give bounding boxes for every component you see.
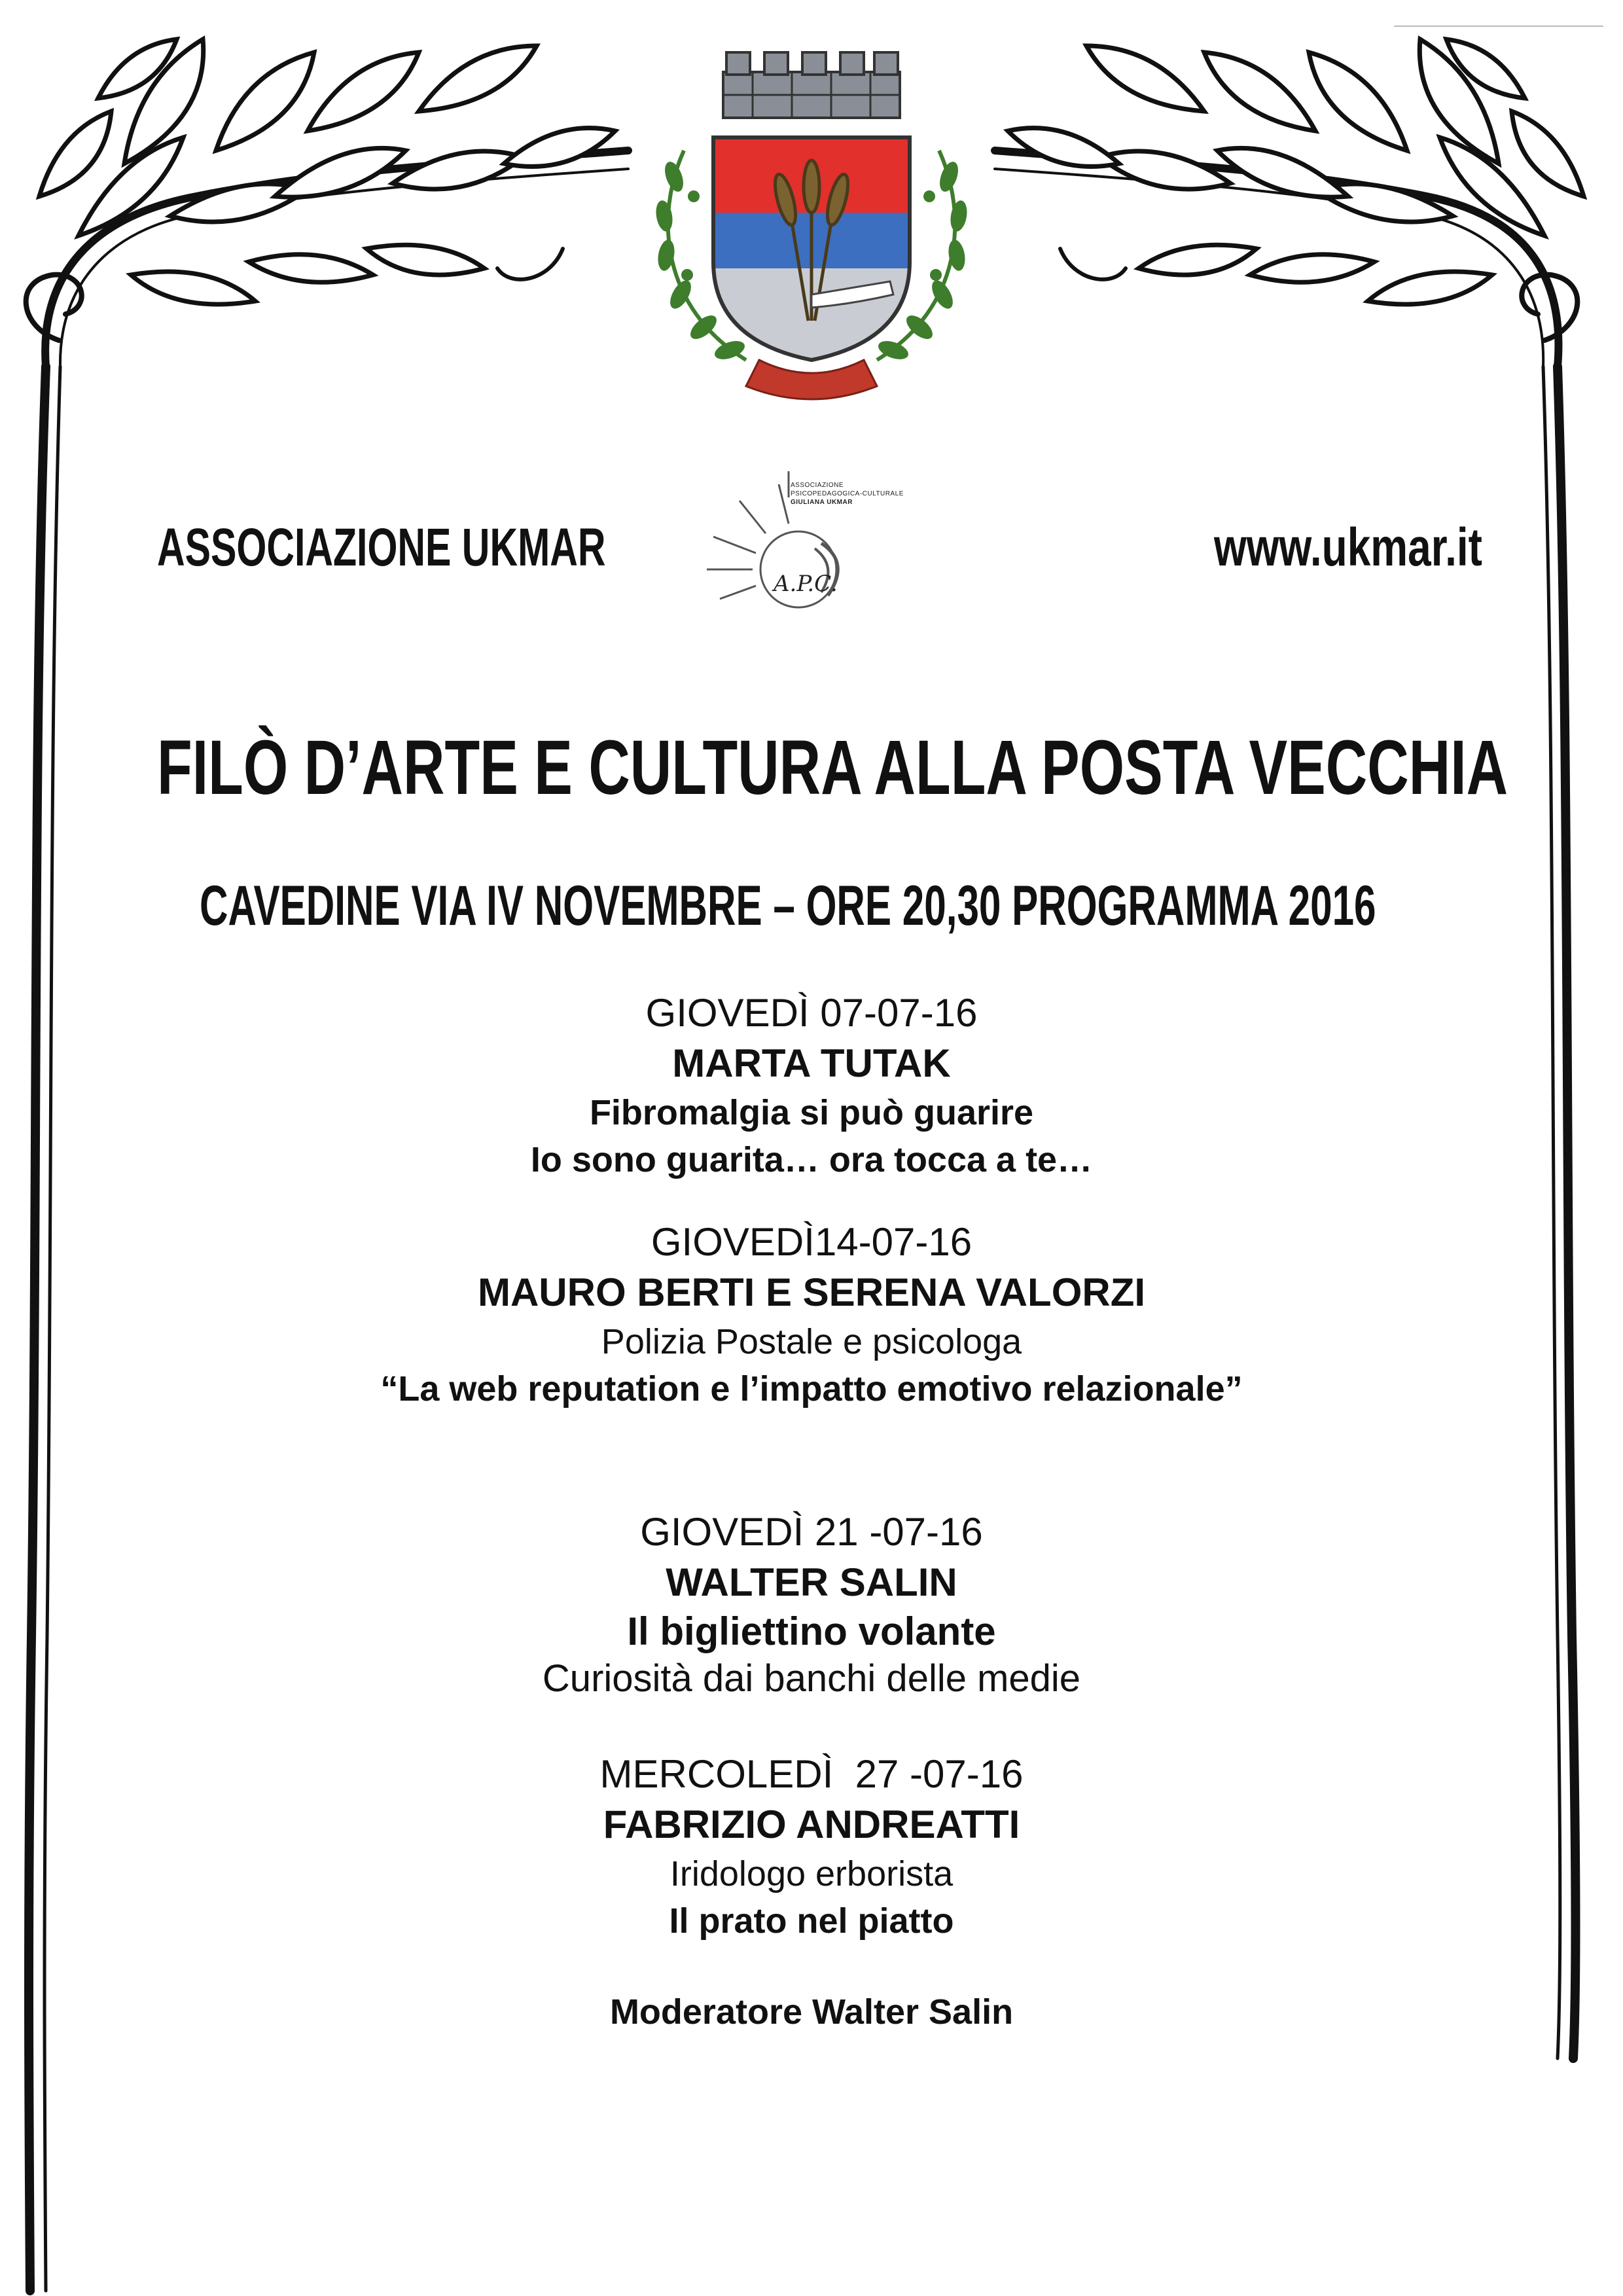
org-name: ASSOCIAZIONE UKMAR	[157, 518, 606, 577]
event-topic: Polizia Postale e psicologa	[601, 1322, 1022, 1361]
event-speaker: FABRIZIO ANDREATTI	[603, 1803, 1020, 1846]
event-description: Io sono guarita… ora tocca a te…	[530, 1140, 1093, 1179]
event-date: GIOVEDÌ 07-07-16	[645, 991, 978, 1035]
logo-line-1: ASSOCIAZIONE	[791, 482, 844, 489]
event-description: Curiosità dai banchi delle medie	[542, 1657, 1081, 1700]
event-topic: Fibromalgia si può guarire	[589, 1093, 1034, 1132]
event-item	[0, 1217, 1623, 1412]
event-speaker: MAURO BERTI E SERENA VALORZI	[477, 1270, 1146, 1314]
moderator-line: Moderatore Walter Salin	[609, 1992, 1014, 2032]
event-description: Il prato nel piatto	[669, 1901, 954, 1941]
page-title: FILÒ D’ARTE E CULTURA ALLA POSTA VECCHIA	[157, 725, 1508, 811]
event-date: GIOVEDÌ14-07-16	[651, 1220, 972, 1264]
event-item	[0, 1507, 1623, 1702]
logo-initials: A.P.C.	[774, 571, 838, 597]
logo-line-3: GIULIANA UKMAR	[791, 499, 853, 506]
logo-caption	[791, 481, 928, 507]
event-list	[0, 988, 1623, 2035]
event-item	[0, 988, 1623, 1183]
event-topic: Il bigliettino volante	[627, 1609, 996, 1653]
event-date: MERCOLEDÌ 27 -07-16	[599, 1752, 1024, 1796]
event-speaker: MARTA TUTAK	[672, 1041, 951, 1085]
logo-line-2: PSICOPEDAGOGICA-CULTURALE	[791, 490, 904, 497]
event-speaker: WALTER SALIN	[666, 1560, 957, 1604]
event-date: GIOVEDÌ 21 -07-16	[640, 1510, 983, 1554]
website-link[interactable]: www.ukmar.it	[1214, 518, 1482, 577]
event-topic: Iridologo erborista	[669, 1854, 954, 1893]
event-description: “La web reputation e l’impatto emotivo relazionale”	[380, 1369, 1243, 1408]
event-item	[0, 1749, 1623, 1945]
coat-of-arms-icon	[628, 46, 995, 412]
page-subtitle: CAVEDINE VIA IV NOVEMBRE – ORE 20,30 PROGRAMMA 2016	[200, 874, 1376, 937]
